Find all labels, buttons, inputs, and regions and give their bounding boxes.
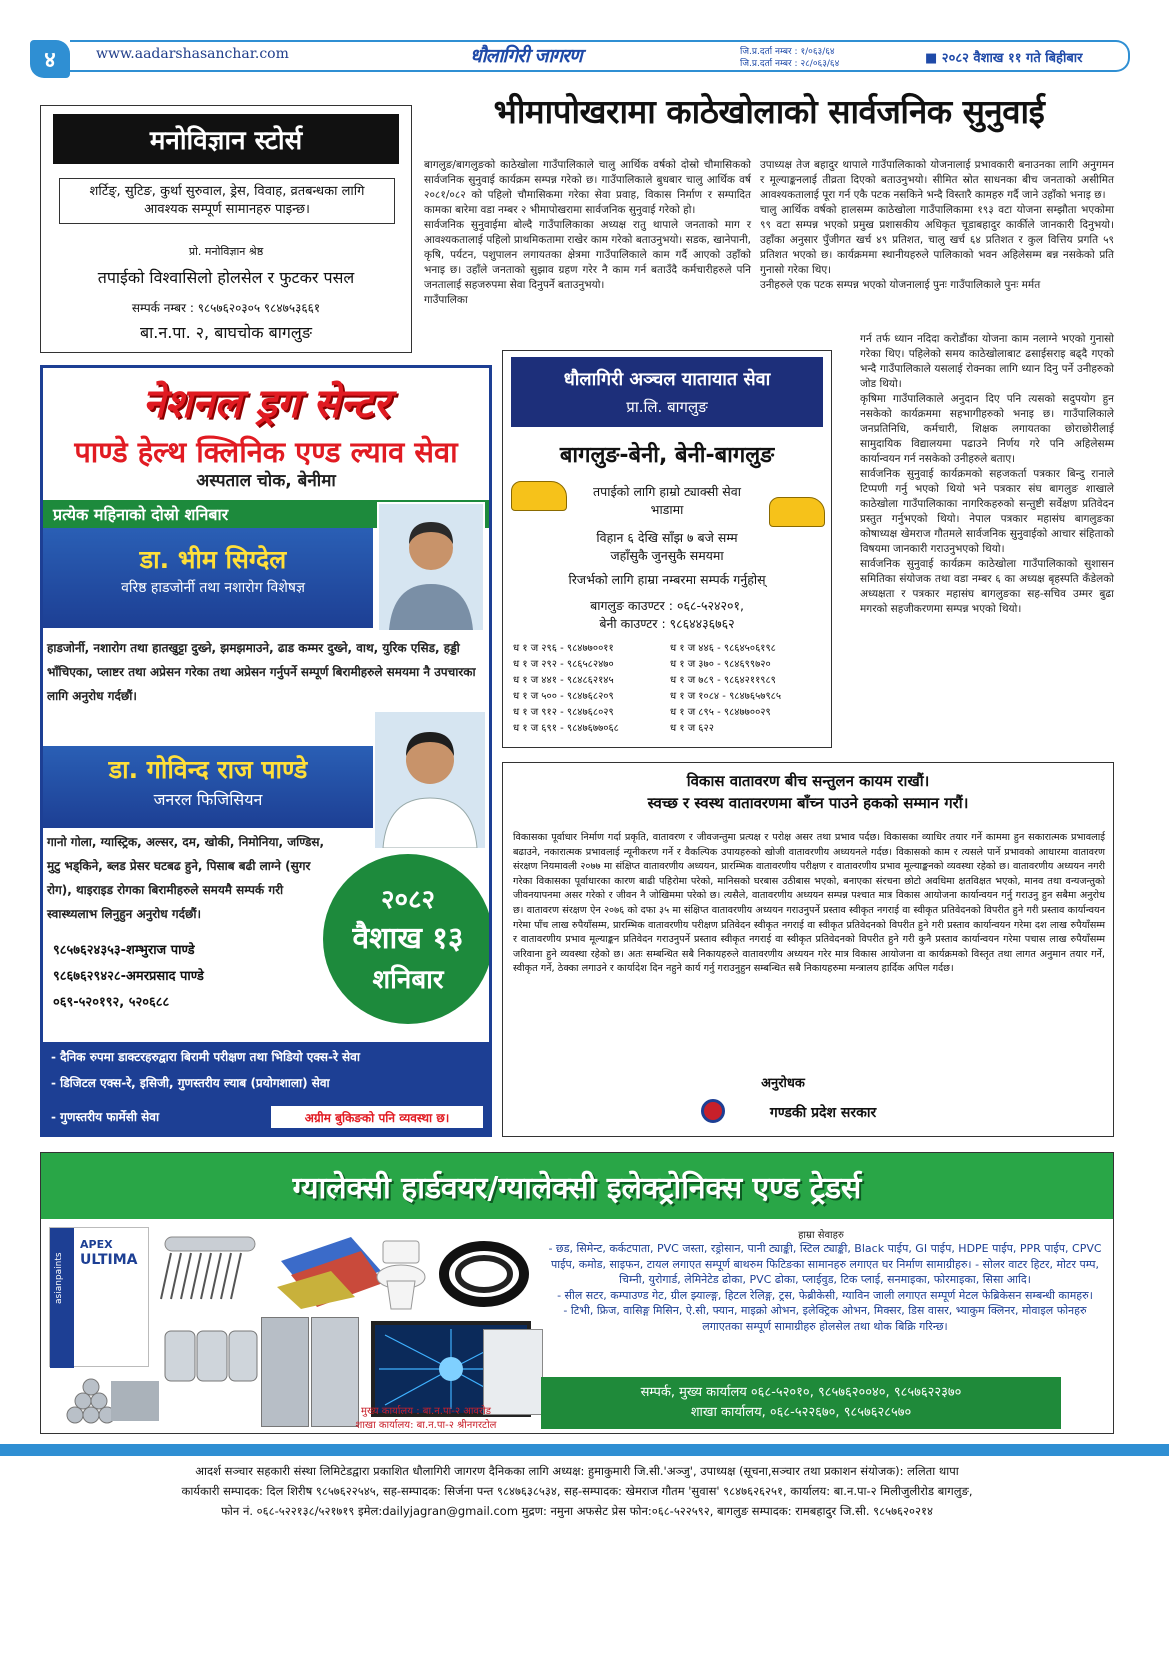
environment-notice (502, 762, 1114, 1137)
paint-bucket-icon (49, 1227, 149, 1367)
article-column-1 (424, 158, 751, 308)
stores-tagline: तपाईको विश्वासिलो होलसेल र फुटकर पसल (97, 268, 355, 287)
list-item (513, 721, 827, 737)
article-paragraph: गर्न तर्फ ध्यान नदिदा करोडौंका योजना काम नलाग्ने भएको गुनासो गरेका थिए। पहिलेको समय काठेखोलाबाट ढसाईसराइ बढ्दै गएको भन्दै गाउँपालिकाले यसलाई रोक्नका लागि ध्यान दिनु पर्ने उनीहरुको जोड थियो। (860, 333, 1114, 390)
page-header (0, 0, 1169, 100)
transport-header (511, 357, 823, 427)
service-item: - छड, सिमेन्ट, कर्कटपाता, PVC जस्ता, रड्रोसान, पानी ट्याङ्की, स्टिल ट्याङ्की, Black पाईप, GI पाईप, HDPE पाईप, PPR पाईप, CPVC पाईप, कमोड, साइफन, टायल लगाएत सम्पूर्ण बाथरुम फिटिङका सामानहरु लगाएत घर निर्माण सामाग्रीहरु। - सोलर वाटर हिटर, मोटर पम्प, चिम्नी, युरोगार्ड, लेमिनेटेड ढोका, PVC ढोका, प्लाईवुड, टिक प्लाई, सनमाइका, फोरमाइका, सिसा आदि। (548, 1242, 1102, 1286)
main-office: मुख्य कार्यालय : बा.न.पा-२ आवरोड (360, 1406, 492, 1417)
galaxy-title: ग्यालेक्सी हार्डवयर/ग्यालेक्सी इलेक्ट्रोनिक्स एण्ड ट्रेडर्स (41, 1153, 1113, 1219)
page-number: ४ (30, 40, 70, 78)
article-column-2 (760, 158, 1114, 293)
taxi-number: ध १ ज ९१२ - ९८४७६८०२९ (513, 707, 614, 718)
water-tanks-icon (163, 1323, 259, 1387)
service-item: - सील सटर, कम्पाउण्ड गेट, ग्रील झ्याल्ङ्ग, हिटल रेलिङ्ग, ट्रस, फेब्रीकेसी, ग्याविन जाली लगाएत सम्पूर्ण मेटल फेब्रिकेसन सम्बन्धी कामहरु। (557, 1288, 1093, 1302)
transport-route: बागलुङ-बेनी, बेनी-बागलुङ (559, 443, 775, 468)
service-item: - गुणस्तरीय फार्मेसी सेवा (51, 1110, 160, 1124)
imprint-line: फोन नं. ०६८-५२२१३८/५२१७१९ इमेल:dailyjagran@gmail.com मुद्रण: नमुना अफसेट प्रेस फोन:०६८-५२२५९२, बागलुङ सम्पादक: रामबहादुर जि.सी. ९८५७६२०२१४ (221, 1504, 933, 1518)
transport-ad (502, 350, 832, 748)
doctor1-photo (377, 502, 485, 632)
taxi-number: ध १ ज १०८४ - ९८४७६५७९८५ (670, 691, 782, 702)
taxi-number: ध १ ज ८९५ - ९८४७७००२९ (670, 707, 771, 718)
event-month: वैशाख १३ (352, 921, 464, 956)
phone-line: ९८५७६२४३५३-शम्भुराज पाण्डे (53, 943, 195, 958)
drug-subtitle: पाण्डे हेल्थ क्लिनिक एण्ड ल्याव सेवा (74, 435, 458, 469)
toilet-icon (371, 1237, 431, 1313)
list-item (513, 705, 827, 721)
imprint-line: कार्यकारी सम्पादक: दिल शिरीष ९८५७६२२५४५, सह-सम्पादक: सिर्जना पन्त ९८४७६३८५३४, सह-सम्पादक: खेमराज गौतम 'सुवास' ९८४७६२६२५१, कार्यालय: बा.न.पा-२ मिलीजुलीरोड बागलुङ, (181, 1484, 973, 1498)
footer-band (0, 1444, 1169, 1456)
pipe-coil-icon (439, 1239, 529, 1309)
notice-government: गण्डकी प्रदेश सरकार (769, 1105, 877, 1121)
article-headline: भीमापोखरामा काठेखोलाको सार्वजनिक सुनुवाई (493, 92, 1045, 131)
doctor2-description: गानो गोला, ग्यास्ट्रिक, अल्सर, दम, खोकी, निमोनिया, जण्डिस, मुटु भड्किने, ब्लड प्रेसर घटबढ हुने, पिसाब बढी लाग्ने (सुगर रोग), थाइराइड रोगका बिरामीहरुले समयमै सम्पर्क गरी स्वास्थ्यलाभ लिनुहुन अनुरोध गर्दछौं। (47, 835, 325, 921)
stores-title: मनोविज्ञान स्टोर्स (53, 114, 399, 164)
taxi-number: ध १ ज ५०० - ९८४७६८२०९ (513, 691, 614, 702)
solar-heater-icon (155, 1233, 265, 1303)
transport-line: विहान ६ देखि साँझ ७ बजे सम्म (596, 530, 738, 545)
person-icon (379, 504, 483, 630)
doctor2-role: जनरल फिजिसियन (153, 790, 263, 809)
list-item (513, 641, 827, 657)
notice-title: विकास वातावरण बीच सन्तुलन कायम राखौं। (686, 772, 930, 790)
schedule-text: प्रत्येक महिनाको दोस्रो शनिबार (53, 505, 229, 524)
transport-line: रिजर्भको लागि हाम्रा नम्बरमा सम्पर्क गर्नुहोस् (568, 572, 766, 587)
toilet-icon (371, 1237, 431, 1313)
drug-title: नेशनल ड्रग सेन्टर (142, 381, 390, 427)
list-item (513, 673, 827, 689)
stores-contact: सम्पर्क नम्बर : ९८५७६२०३०५ ९८४७५३६६१ (131, 301, 321, 315)
galaxy-contact (541, 1377, 1061, 1429)
article-paragraph: बागलुङ/बागलुङको काठेखोला गाउँपालिकाले चालु आर्थिक वर्षको दोस्रो चौमासिकको सार्वजनिक सुनुवाई कार्यक्रम सम्पन्न गरेको छ। गाउँपालिकाले बुधबार चालु आर्थिक वर्ष २०८१/०८२ को पहिलो चौमासिकमा गरेका सेवा प्रवाह, विकास निर्माण र सम्पादित कामका बारेमा वडा नम्बर २ भीमापोखरामा सार्वजनिक सुनुवाई गरेको हो। (424, 159, 751, 216)
phone-line: ९८६७६२९४२८-अमरप्रसाद पाण्डे (53, 969, 204, 984)
list-item (513, 657, 827, 673)
steel-pipes-icon (61, 1375, 161, 1427)
taxi-number: ध १ ज ६२२ (670, 723, 714, 734)
galaxy-services (545, 1241, 1105, 1334)
stores-description: शर्टिङ्, सुटिङ, कुर्था सुरुवाल, ड्रेस, विवाह, व्रतबन्धका लागि आवश्यक सम्पूर्ण सामानहरु पाइन्छ। (59, 178, 395, 224)
contact-line: शाखा कार्यालय, ०६८-५२२६७०, ९८५७६२८५७० (690, 1405, 912, 1420)
paint-brand: ULTIMA (80, 1252, 138, 1268)
service-item: - डिजिटल एक्स-रे, इसिजी, गुणस्तरीय ल्याब (प्रयोगशाला) सेवा (51, 1076, 330, 1090)
taxi-number: ध १ ज २९६ - ९८४७७००११ (513, 643, 614, 654)
taxi-number: ध १ ज ४४१ - ९८४८६२१४५ (513, 675, 614, 686)
transport-subtitle: प्रा.लि. बागलुङ (626, 398, 708, 416)
person-icon (375, 712, 485, 848)
article-column-3 (860, 332, 1114, 617)
solar-heater-icon (155, 1233, 265, 1303)
article-paragraph: कृषिमा गाउँपालिकाले अनुदान दिए पनि त्यसको सदुपयोग हुन नसकेको कार्यक्रममा सहभागीहरुको भनाइ छ। गाउँपालिकाले जनप्रतिनिधि, कर्मचारी, शिक्षक लगायतका छोराछोरीलाई सामुदायिक विद्यालयमा पढाउने निर्णय गरे पनि अहिलेसम्म कार्यान्वयन गर्न नसकेको उनीहरुले बताए। (860, 393, 1114, 465)
doctor1-description: हाडजोर्नी, नशारोग तथा हातखुट्टा दुख्ने, झमझमाउने, ढाड कम्मर दुख्ने, वाथ, युरिक एसिड, हड्डी भाँचिएका, प्लाष्टर तथा अप्रेसन गरेका तथा अप्रेसन गर्नुपर्ने सम्पूर्ण बिरामीहरुले समयमा नै उपचारका लागि अनुरोध गर्दछौं। (47, 641, 476, 703)
transport-line: जहाँसुकै जुनसुकै समयमा (610, 548, 724, 563)
website-link[interactable]: www.aadarshasanchar.com (96, 46, 289, 62)
article-paragraph: सार्वजनिक सुनुवाई कार्यक्रम काठेखोला गाउँपालिकाको सुशासन समितिका संयोजक तथा वडा नम्बर ६ का अध्यक्ष बृहस्पति कँडेलको अध्यक्षता र पत्रकार महासंघ बागलुङका सह-सचिव उम्मर बुढा मगरको सहजीकरणमा सम्पन्न भएको थियो। (860, 558, 1114, 615)
taxi-number-list (513, 641, 827, 737)
stores-address: बा.न.पा. २, बाघचोक बागलुङ (140, 323, 312, 342)
imprint-line: आदर्श सञ्चार सहकारी संस्था लिमिटेडद्वारा प्रकाशित धौलागिरी जागरण दैनिकका लागि अध्यक्ष: हुमाकुमारी जि.सी.'अञ्जु', उपाध्यक्ष (सूचना,सञ्चार तथा प्रकाशन संयोजक): ललिता थापा (195, 1464, 959, 1478)
water-tanks-icon (163, 1323, 259, 1387)
doctor2-name: डा. गोविन्द राज पाण्डे (108, 755, 308, 784)
paint-brand: APEX (80, 1238, 113, 1251)
contact-line: सम्पर्क, मुख्य कार्यालय ०६८-५२०१०, ९८५७६२००४०, ९८५७६२२३७० (640, 1385, 962, 1400)
list-item (513, 689, 827, 705)
notice-body: विकासका पूर्वाधार निर्माण गर्दा प्रकृति, वातावरण र जीवजन्तुमा प्रत्यक्ष र परोक्ष असर तथा प्रभाव पर्दछ। विकासका व्याधिर तयार गर्ने काममा हुन सकारात्मक प्रभावलाई बढाउने, नकारात्मक प्रभावलाई न्यूनीकरण गर्ने र वैकल्पिक उपायहरुको खोजी वातावरणीय अध्ययनले गर्दछ। विकासको काम र त्यसले पार्ने प्रभावको आधारमा वातावरण संरक्षण नियमावली २०७७ मा संक्षिप्त वातावरणीय अध्ययन, प्रारम्भिक वातावरणीय परीक्षण र वातावरणीय प्रभाव मूल्याङ्कनको व्यवस्था रहेको छ। वातावरणीय अध्ययन नगरी गरेका विकासका पूर्वाधारका कारण बाढी पहिरोमा परेको, मानिसको घरबास उठीबास भएको, बनाएका संरचना छोटो अवधिमा क्षतविक्षत भएको, मानव तथा वन्यजन्तुको जीवनयापनमा असर गरेको र जीवन नै जोखिममा परेको छ। त्यसैले, वातावरणीय अध्ययन सम्पन्न पश्चात मात्र विकास आयोजना कार्यान्वयन गर्नु गराउनु हुन सबैमा अनुरोध छ। वातावरण संरक्षण ऐन २०७६ को दफा ३५ मा संक्षिप्त वातावरणीय अध्ययन गराउनुपर्ने प्रस्ताव स्वीकृत नगराई वा स्वीकृत प्रतिवेदनको विपरीत हुने गरी प्रस्ताव कार्यान्वयन गरेमा पाँच लाख रुपैयाँसम्म, प्रारम्भिक वातावरणीय परीक्षण प्रतिवेदन स्वीकृत नगराई वा स्वीकृत प्रतिवेदनको विपरीत हुने गरी प्रस्ताव कार्यान्वयन गरेमा दश लाख रुपैयाँसम्म र वातावरणीय प्रभाव मूल्याङ्कन प्रतिवेदन गराउनुपर्ने प्रस्ताव स्वीकृत नगराई वा स्वीकृत प्रतिवेदनको विपरीत हुने गरी कुनै प्रस्ताव कार्यान्वयन गरेमा पचास लाख रुपैयाँसम्म जरिवाना हुने व्यवस्था रहेको छ। अतः सम्बन्धित सबै निकायहरुले वातावरणीय अध्ययन गरेर मात्र विकास आयोजना वा कार्यक्रमको विस्तृत तथा लागत अनुमान तयार गर्ने, स्वीकृत गर्ने, ठेक्का लगाउने र कार्यादेश दिन नहुने कार्य गर्नु गराउनुहुन सम्बन्धित सबै निकायहरुमा मन्त्रालय हार्दिक अपिल गर्दछ। (513, 832, 1105, 975)
doctor1-name: डा. भीम सिग्देल (139, 545, 287, 574)
notice-requester: अनुरोधक (761, 1076, 805, 1091)
service-item: - दैनिक रुपमा डाक्टरहरुद्वारा बिरामी परीक्षण तथा भिडियो एक्स-रे सेवा (51, 1050, 360, 1064)
drug-center-ad (40, 365, 492, 1137)
article-paragraph: चालु आर्थिक वर्षको हालसम्म काठेखोला गाउँपालिकामा १९३ वटा योजना सम्झौता भएकोमा ९९ वटा सम्पन्न भएको प्रमुख प्रशासकीय अधिकृत चूडाबहादुर कार्कीले जानकारी दिनुभयो। उहाँका अनुसार पुँजीगत खर्च ४९ प्रतिशत, चालु खर्च ६४ प्रतिशत र कुल वित्तिय प्रगति ५९ प्रतिशत भएको छ। कार्यक्रममा स्थानीयहरुले पालिकाको भवन अहिलेसम्म बन्न नसकेको प्रति गुनासो गरेका थिए। (760, 204, 1114, 276)
transport-counter: बागलुङ काउण्टर : ०६८-५२४२०१, (590, 598, 744, 613)
phone-line: ०६९-५२०१९२, ५२०६८८ (53, 995, 170, 1010)
article-paragraph: उनीहरुले एक पटक सम्पन्न भएको योजनालाई पुनः गाउँपालिकाले पुनः मर्मत (760, 279, 1041, 291)
branch-office: शाखा कार्यालय: बा.न.पा-२ श्रीनगरटोल (355, 1420, 497, 1431)
article-paragraph: गाउँपालिका (424, 294, 468, 306)
article-paragraph: सार्वजनिक सुनुवाई कार्यक्रमको सहजकर्ता पत्रकार बिन्दु रानाले टिप्पणी गर्नु भएको थियो भने पत्रकार संघ बागलुङ शाखाले काठेखोला गाउँपालिकाका नागरिकहरुको सन्तुष्टी सर्वेक्षण प्रतिवेदन प्रस्तुत गर्नुभएको थियो। नेपाल पत्रकार महासंघ बागलुङका कोषाध्यक्ष खेमराज गौतमले सार्वजनिक सुनुवाईको आचार संहिताको विषयमा जानकारी गराउनुभएको थियो। (860, 468, 1114, 555)
services-heading: हाम्रा सेवाहरु (798, 1230, 844, 1241)
doctor2-photo (373, 710, 487, 850)
event-day: शनिबार (372, 965, 444, 995)
paint-brand: asianpaints (54, 1252, 64, 1304)
pipe-coil-icon (439, 1239, 529, 1309)
booking-note: अग्रीम बुकिङको पनि व्यवस्था छ। (271, 1106, 483, 1128)
service-item: - टिभी, फ्रिज, वासिङ्ग मिसिन, ऐ.सी, फ्यान, माइक्रो ओभन, इलेक्ट्रिक ओभन, मिक्सर, डिस वासर, भ्याकुम क्लिनर, मोवाइल फोनहरु लगाएतका सम्पूर्ण सामाग्रीहरु होलसेल तथा थोक बिक्रि गरिन्छ। (563, 1304, 1087, 1333)
taxi-number: ध १ ज ६९१ - ९८४७६७७०६८ (513, 723, 619, 734)
page-footer (0, 1444, 1169, 1654)
transport-counter: बेनी काउण्टर : ९८६४४३६७६२ (599, 616, 735, 631)
doctor1-role: वरिष्ठ हाडजोर्नी तथा नशारोग विशेषज्ञ (121, 580, 305, 596)
drug-location: अस्पताल चोक, बेनीमा (196, 471, 336, 491)
article-paragraph: सार्वजनिक सुनुवाईमा बोल्दै गाउँपालिकाका अध्यक्ष रातु थापाले जनताको माग र आवश्यकतालाई पहिलो प्राथमिकतामा राखेर काम गरेको बताउनुभयो। सडक, खानेपानी, कृषि, पर्यटन, पशुपालन लगायतका क्षेत्रमा गाउँपालिकाले काम गर्दै आएको उहाँको भनाइ छ। उहाँले जनताको सुझाव ग्रहण गरेर नै काम गर्न बताउँदै कर्मचारीहरुले पनि जनतालाई सहजरुपमा सेवा दिनुपर्ने बताउनुभयो। (424, 219, 751, 291)
galaxy-ad (40, 1152, 1114, 1434)
taxi-number: ध १ ज ४४६ - ९८६४५०६१९८ (670, 643, 776, 654)
refrigerator-icon (261, 1317, 309, 1427)
transport-line: तपाईको लागि हाम्रो ट्याक्सी सेवा (593, 484, 741, 499)
transport-line: भाडामा (650, 502, 684, 517)
issue-date: ■ २०८२ वैशाख ११ गते बिहीबार (925, 51, 1083, 66)
masthead: धौलागिरी जागरण (470, 45, 582, 67)
notice-subtitle: स्वच्छ र स्वस्थ वातावरणमा बाँच्न पाउने हकको सम्मान गरौं। (647, 794, 969, 812)
taxi-number: ध १ ज ७८९ - ९८६४२११९८९ (670, 675, 776, 686)
stores-ad (40, 105, 412, 353)
registration-info (740, 46, 839, 70)
event-date-badge (323, 854, 492, 1024)
article-paragraph: उपाध्यक्ष तेज बहादुर थापाले गाउँपालिकाको योजनालाई प्रभावकारी बनाउनका लागि अनुगमन र मूल्याङ्कनलाई तीव्रता दिएको बताउनुभयो। सीमित स्रोत साधनका बीच जनताको असीमित आवश्यकतालाई पूरा गर्न एकै पटक नसकिने भन्दै विस्तारै कामहरु गर्दै जाने उहाँको भनाइ छ। (760, 159, 1114, 201)
registration-line: जि.प्र.दर्ता नम्बर : २८/०६३/६४ (740, 59, 840, 69)
taxi-number: ध १ ज ३७० - ९८४६९९७२० (670, 659, 771, 670)
taxi-number: ध १ ज २९२ - ९८६५८२४७० (513, 659, 614, 670)
drug-phones (53, 938, 323, 1016)
event-year: २०८२ (380, 885, 436, 915)
steel-pipes-icon (61, 1375, 161, 1427)
transport-title: धौलागिरी अञ्चल यातायात सेवा (563, 369, 771, 390)
registration-line: जि.प्र.दर्ता नम्बर : १/०६३/६४ (740, 47, 835, 57)
stores-proprietor: प्रो. मनोविज्ञान श्रेष्ठ (188, 245, 264, 258)
